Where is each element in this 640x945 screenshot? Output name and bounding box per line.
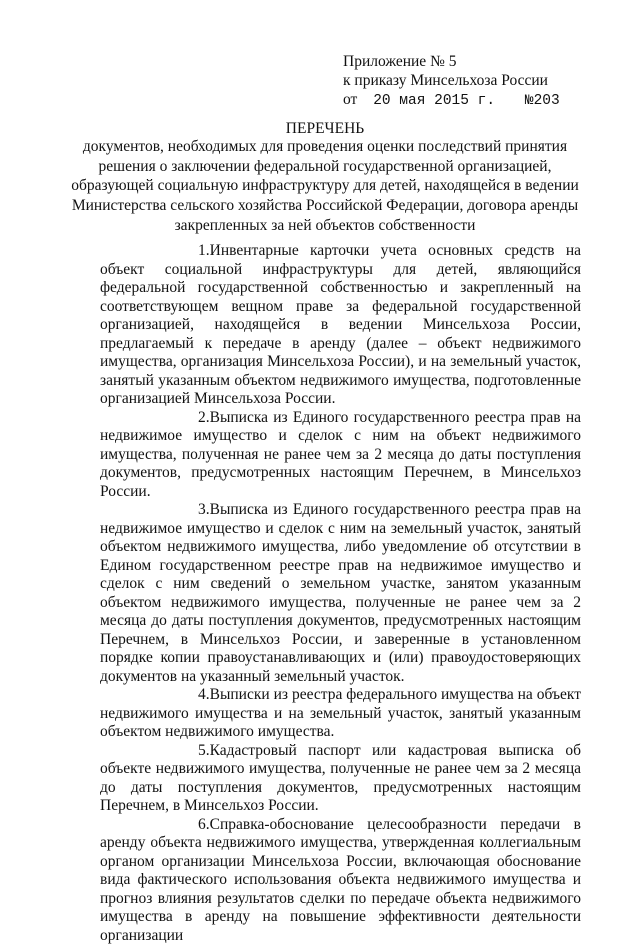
item-text: Выписка из Единого государственного реестра прав на недвижимое имущество и сделок с ним на земельный участок, занятый объектом недвижимого имущества, либо уведомление об отсутствии в Едином государственном реестре прав на недвижимое имущество и сделок с ним сведений о земельном участке, занятом указанным объектом недвижимого имущества, полученные не ранее чем за 2 месяца до даты поступления документов, предусмотренных настоящим Перечнем, в Минсельхоз России, и заверенные в установленном порядке копии правоустанавливающих и (или) правоудостоверяющих документов на указанный земельный участок. [100,501,581,685]
appendix-header [343,52,560,111]
list-item [100,501,581,686]
document-body [100,242,581,945]
appendix-date-line [343,90,560,111]
item-number: 2. [149,409,210,428]
document-subtitle: документов, необходимых для проведения оценки последствий принятия решения о заключении федеральной государственной организацией, образующей социальную инфраструктуру для детей, находящейся в ведении Министерства сельского хозяйства Российской Федерации, договора аренды закрепленных за ней объектов собственности [60,137,590,236]
item-text: Справка-обоснование целесообразности передачи в аренду объекта недвижимого имущества, утвержденная коллегиальным органом организации Минсельхоза России, включающая обоснование вида фактического использования объекта недвижимого имущества и прогноз влияния результатов сделки по передаче объекта недвижимого имущества в аренду на повышение эффективности деятельности организации [100,816,581,944]
item-text: Кадастровый паспорт или кадастровая выписка об объекте недвижимого имущества, полученные не ранее чем за 2 месяца до даты поступления документов, предусмотренных настоящим Перечнем, в Минсельхоз России. [100,742,581,815]
item-text: Выписка из Единого государственного реестра прав на недвижимое имущество и сделок с ним на объект недвижимого имущества, полученная не ранее чем за 2 месяца до даты поступления документов, предусмотренных настоящим Перечнем, в Минсельхоз России. [100,409,581,500]
item-number: 3. [149,501,210,520]
order-number: №203 [525,93,560,109]
list-item [100,742,581,816]
item-text: Инвентарные карточки учета основных средств на объект социальной инфраструктуры для детей, являющийся федеральной государственной собственностью и закрепленный на соответствующем вещном праве за федеральной государственной организацией, находящейся в ведении Минсельхоза России, предлагаемый к передаче в аренду (далее – объект недвижимого имущества, организация Минсельхоза России), и на земельный участок, занятый указанным объектом недвижимого имущества, подготовленные организацией Минсельхоза России. [100,242,581,407]
appendix-order-ref: к приказу Минсельхоза России [343,71,560,90]
order-date: 20 мая 2015 г. [373,93,495,109]
item-text: Выписки из реестра федерального имущества на объект недвижимого имущества и на земельный участок, занятый указанным объектом недвижимого имущества. [100,686,581,740]
list-item [100,242,581,409]
item-number: 6. [149,816,210,835]
appendix-number: Приложение № 5 [343,52,560,71]
date-prefix: от [343,91,357,108]
list-item [100,686,581,742]
document-title: ПЕРЕЧЕНЬ [60,119,590,138]
item-number: 5. [149,742,210,761]
list-item [100,409,581,502]
item-number: 4. [149,686,210,705]
list-item [100,816,581,945]
item-number: 1. [149,242,210,261]
